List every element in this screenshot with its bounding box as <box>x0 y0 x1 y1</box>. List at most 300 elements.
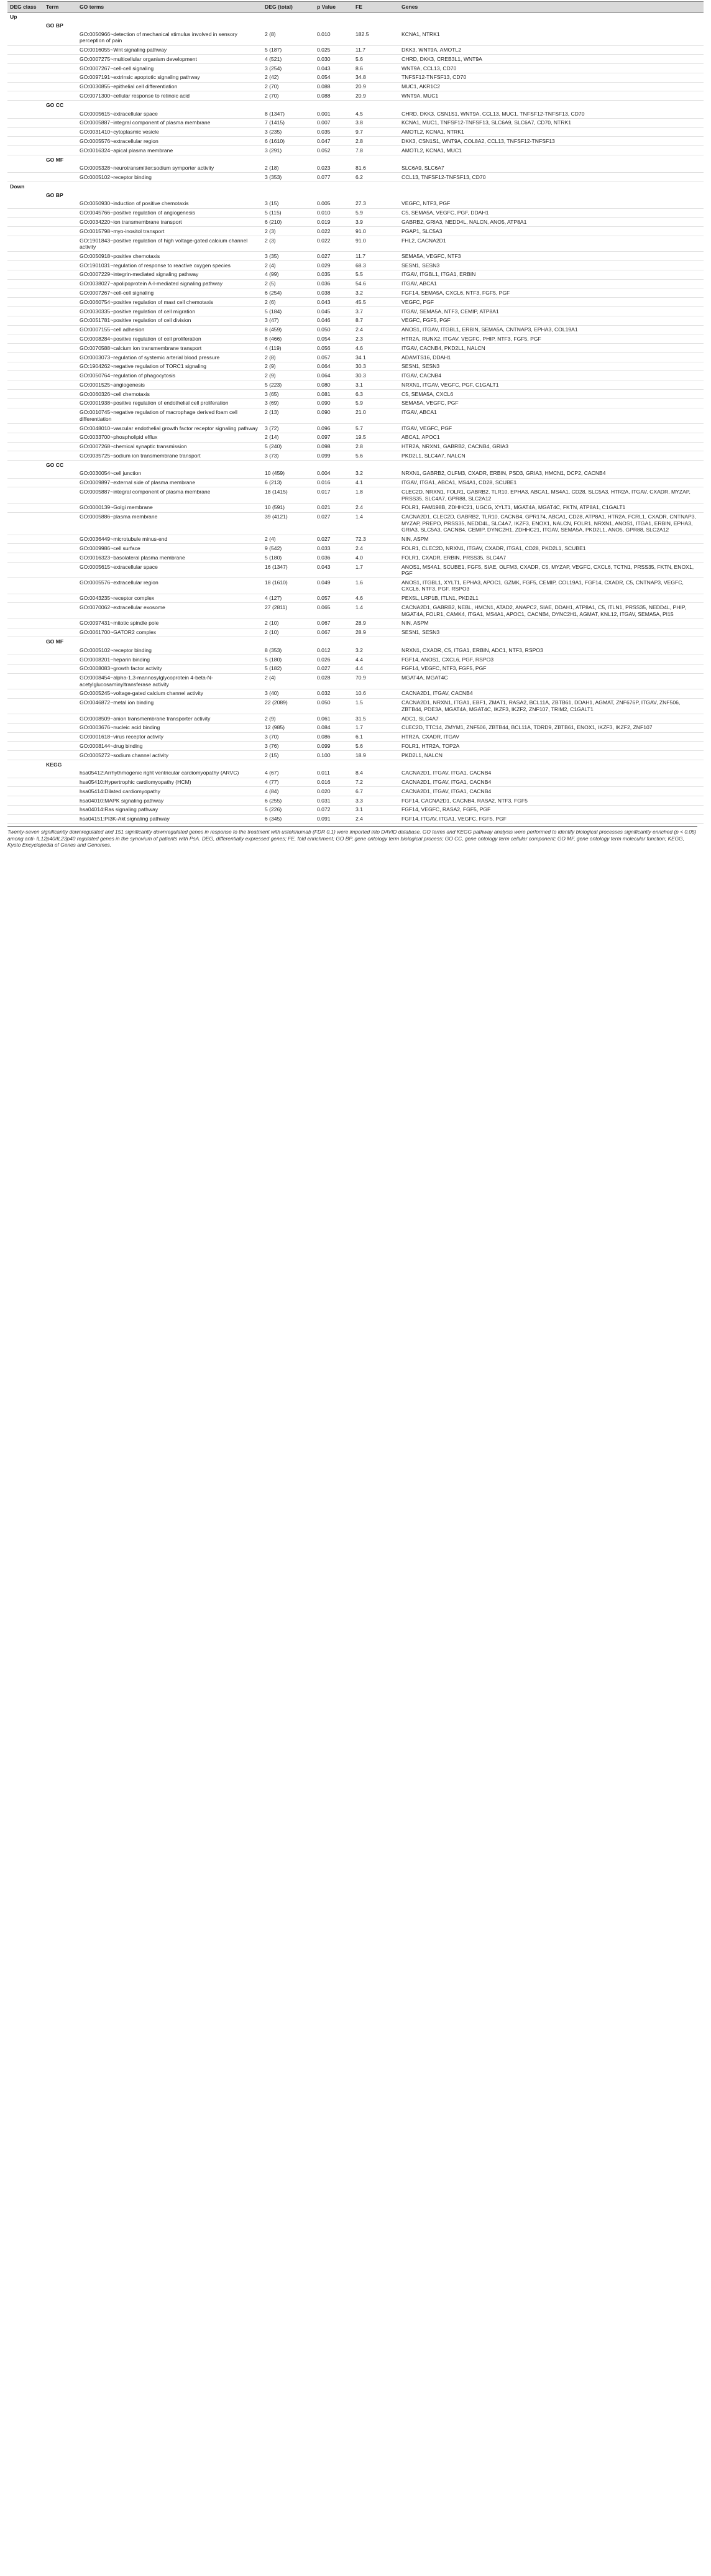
term-group-row <box>7 760 704 768</box>
p-value-cell: 0.023 <box>314 164 353 173</box>
p-value-cell: 0.043 <box>314 298 353 307</box>
deg-total-cell: 6 (255) <box>262 796 314 806</box>
genes-cell: ANOS1, ITGAV, ITGBL1, ERBIN, SEMA5A, CNTNAP3, EPHA3, COL19A1 <box>399 325 704 334</box>
deg-total-cell: 2 (4) <box>262 261 314 270</box>
header-deg-total: DEG (total) <box>262 2 314 13</box>
fe-cell: 3.2 <box>353 288 399 298</box>
header-genes: Genes <box>399 2 704 13</box>
fe-cell: 9.7 <box>353 127 399 137</box>
fe-cell: 30.3 <box>353 371 399 380</box>
p-value-cell: 0.067 <box>314 628 353 637</box>
table-row <box>7 689 704 698</box>
deg-total-cell: 2 (8) <box>262 30 314 45</box>
genes-cell: FGF14, SEMA5A, CXCL6, NTF3, FGF5, PGF <box>399 288 704 298</box>
genes-cell: SESN1, SESN3 <box>399 362 704 371</box>
table-row <box>7 45 704 55</box>
genes-cell: CACNA2D1, ITGAV, CACNB4 <box>399 689 704 698</box>
deg-total-cell: 2 (9) <box>262 371 314 380</box>
go-term-cell: GO:1904262~negative regulation of TORC1 signaling <box>77 362 262 371</box>
genes-cell: DKK3, WNT9A, AMOTL2 <box>399 45 704 55</box>
deg-total-cell: 18 (1415) <box>262 487 314 503</box>
go-term-cell: hsa05412:Arrhythmogenic right ventricular cardiomyopathy (ARVC) <box>77 769 262 778</box>
fe-cell: 2.4 <box>353 814 399 824</box>
fe-cell: 6.2 <box>353 173 399 182</box>
table-row <box>7 352 704 362</box>
deg-total-cell: 6 (210) <box>262 218 314 227</box>
table-row <box>7 252 704 261</box>
table-row <box>7 655 704 664</box>
term-group-label: GO MF <box>46 156 64 163</box>
table-row <box>7 200 704 208</box>
fe-cell: 2.3 <box>353 334 399 344</box>
genes-cell: SESN1, SESN3 <box>399 261 704 270</box>
deg-total-cell: 9 (542) <box>262 544 314 553</box>
deg-total-cell: 3 (72) <box>262 423 314 433</box>
deg-total-cell: 2 (3) <box>262 227 314 236</box>
genes-cell: GABRB2, GRIA3, NEDD4L, NALCN, ANO5, ATP8A1 <box>399 218 704 227</box>
p-value-cell: 0.100 <box>314 751 353 760</box>
genes-cell: CHRD, DKK3, CREB3L1, WNT9A <box>399 55 704 64</box>
go-term-cell: GO:0050930~induction of positive chemotaxis <box>77 200 262 208</box>
deg-total-cell: 5 (115) <box>262 208 314 218</box>
p-value-cell: 0.043 <box>314 64 353 73</box>
fe-cell: 45.5 <box>353 298 399 307</box>
table-footnote: Twenty-seven significantly downregulated and 151 significantly downregulated genes in response to the treatment with ustekinumab (FDR 0.1) were imported into DAVID database. GO terms and KEGG pathway analysis were performed to identify biological processes significantly enriched (p < 0.05) among anti- IL12p40/IL23p40 regulated genes in the synovium of patients with PsA. DEG, differentially expressed genes; FE, fold enrichment; GO BP, gene ontology term biological process; GO CC, gene ontology term cellular component; GO MF, gene ontology term molecular function; KEGG, Kyoto Encyclopedia of Genes and Genomes. <box>7 826 697 848</box>
p-value-cell: 0.090 <box>314 408 353 423</box>
go-term-cell: GO:0003073~regulation of systemic arterial blood pressure <box>77 352 262 362</box>
p-value-cell: 0.005 <box>314 200 353 208</box>
genes-cell: MGAT4A, MGAT4C <box>399 673 704 689</box>
go-term-cell: GO:0015798~myo-inositol transport <box>77 227 262 236</box>
p-value-cell: 0.033 <box>314 544 353 553</box>
fe-cell: 5.7 <box>353 423 399 433</box>
go-term-cell: hsa05414:Dilated cardiomyopathy <box>77 787 262 796</box>
p-value-cell: 0.054 <box>314 73 353 82</box>
table-row <box>7 742 704 751</box>
header-p-value: p Value <box>314 2 353 13</box>
genes-cell: SEMA5A, VEGFC, NTF3 <box>399 252 704 261</box>
genes-cell: FGF14, CACNA2D1, CACNB4, RASA2, NTF3, FGF5 <box>399 796 704 806</box>
genes-cell: AMOTL2, KCNA1, NTRK1 <box>399 127 704 137</box>
deg-total-cell: 2 (9) <box>262 362 314 371</box>
fe-cell: 5.9 <box>353 398 399 408</box>
go-term-cell: GO:0035725~sodium ion transmembrane transport <box>77 451 262 461</box>
p-value-cell: 0.029 <box>314 261 353 270</box>
fe-cell: 5.6 <box>353 55 399 64</box>
deg-total-cell: 12 (985) <box>262 723 314 732</box>
go-term-cell: GO:0008201~heparin binding <box>77 655 262 664</box>
genes-cell: SEMA5A, VEGFC, PGF <box>399 398 704 408</box>
genes-cell: ITGAV, ABCA1 <box>399 279 704 288</box>
go-term-cell: GO:0001525~angiogenesis <box>77 380 262 390</box>
p-value-cell: 0.036 <box>314 279 353 288</box>
p-value-cell: 0.010 <box>314 30 353 45</box>
deg-class-row <box>7 12 704 21</box>
p-value-cell: 0.050 <box>314 325 353 334</box>
genes-cell: C5, SEMA5A, VEGFC, PGF, DDAH1 <box>399 208 704 218</box>
genes-cell: CACNA2D1, ITGAV, ITGA1, CACNB4 <box>399 778 704 787</box>
genes-cell: VEGFC, FGF5, PGF <box>399 316 704 325</box>
go-term-cell: GO:0034220~ion transmembrane transport <box>77 218 262 227</box>
p-value-cell: 0.020 <box>314 787 353 796</box>
p-value-cell: 0.086 <box>314 732 353 742</box>
p-value-cell: 0.046 <box>314 316 353 325</box>
genes-cell: FHL2, CACNA2D1 <box>399 236 704 251</box>
genes-cell: FGF14, VEGFC, NTF3, FGF5, PGF <box>399 664 704 673</box>
p-value-cell: 0.096 <box>314 423 353 433</box>
genes-cell: NIN, ASPM <box>399 535 704 544</box>
deg-total-cell: 2 (4) <box>262 535 314 544</box>
deg-total-cell: 27 (2811) <box>262 603 314 619</box>
table-row <box>7 30 704 45</box>
deg-total-cell: 6 (213) <box>262 478 314 487</box>
fe-cell: 91.0 <box>353 227 399 236</box>
p-value-cell: 0.084 <box>314 723 353 732</box>
table-row <box>7 646 704 655</box>
deg-total-cell: 39 (4121) <box>262 512 314 535</box>
table-row <box>7 270 704 279</box>
term-group-label: GO BP <box>46 191 63 198</box>
p-value-cell: 0.057 <box>314 352 353 362</box>
term-group-row <box>7 191 704 200</box>
fe-cell: 1.7 <box>353 723 399 732</box>
fe-cell: 6.7 <box>353 787 399 796</box>
p-value-cell: 0.057 <box>314 594 353 603</box>
fe-cell: 1.6 <box>353 578 399 594</box>
p-value-cell: 0.019 <box>314 218 353 227</box>
table-row <box>7 73 704 82</box>
genes-cell: ANOS1, ITGBL1, XYLT1, EPHA3, APOC1, GZMK, FGF5, CEMIP, COL19A1, FGF14, CXADR, C5, CNTNAP3, VEGFC, CXCL6, NTF3, PGF, RSPO3 <box>399 578 704 594</box>
genes-cell: ITGAV, ITGA1, ABCA1, MS4A1, CD28, SCUBE1 <box>399 478 704 487</box>
table-row <box>7 218 704 227</box>
deg-total-cell: 5 (180) <box>262 553 314 563</box>
p-value-cell: 0.022 <box>314 227 353 236</box>
table-row <box>7 423 704 433</box>
p-value-cell: 0.028 <box>314 673 353 689</box>
term-group-label: GO BP <box>46 22 63 29</box>
table-row <box>7 478 704 487</box>
deg-total-cell: 3 (65) <box>262 390 314 399</box>
p-value-cell: 0.017 <box>314 487 353 503</box>
genes-cell: FGF14, VEGFC, RASA2, FGF5, PGF <box>399 805 704 814</box>
deg-total-cell: 10 (459) <box>262 469 314 478</box>
deg-total-cell: 3 (73) <box>262 451 314 461</box>
fe-cell: 2.4 <box>353 544 399 553</box>
go-term-cell: GO:0030335~positive regulation of cell migration <box>77 307 262 316</box>
p-value-cell: 0.099 <box>314 742 353 751</box>
document <box>7 0 704 849</box>
go-term-cell: GO:0051781~positive regulation of cell division <box>77 316 262 325</box>
genes-cell: ITGAV, ITGBL1, ITGA1, ERBIN <box>399 270 704 279</box>
p-value-cell: 0.081 <box>314 390 353 399</box>
genes-cell: NRXN1, ITGAV, VEGFC, PGF, C1GALT1 <box>399 380 704 390</box>
term-group-label: KEGG <box>46 761 62 768</box>
fe-cell: 6.1 <box>353 732 399 742</box>
fe-cell: 4.4 <box>353 655 399 664</box>
go-term-cell: GO:0007267~cell-cell signaling <box>77 64 262 73</box>
genes-cell: CACNA2D1, NRXN1, ITGA1, EBF1, ZMAT1, RASA2, BCL11A, ZBTB61, DDAH1, AGMAT, ZNF676P, ITGAV, ZNF506, ZBTB44, PDE3A, MGAT4A, MGAT4C, IKZF3, IKZF2, ZNF107, TRIM2, C1GALT1 <box>399 698 704 714</box>
term-group-row <box>7 155 704 163</box>
deg-total-cell: 2 (8) <box>262 352 314 362</box>
fe-cell: 34.1 <box>353 352 399 362</box>
go-term-cell: GO:0008144~drug binding <box>77 742 262 751</box>
go-term-cell: GO:0005886~plasma membrane <box>77 512 262 535</box>
genes-cell: CACNA2D1, CLEC2D, GABRB2, TLR10, CACNB4, GPR174, ABCA1, CD28, ATP8A1, HTR2A, FCRL1, CXADR, CNTNAP3, MYZAP, PREPO, PRSS35, NEDD4L, SLC4A7, IKZF3, ENOX1, NALCN, FOLR1, NRXN1, ANOS1, ITGA1, ERBIN, EPHA3, GRIA3, SLC5A3, CACNB4, CEMIP, DYNC2H1, ZDHHC21, ITGAV, SEMA5A, PKD2L1, ANO5, GPR88, SLC2A12 <box>399 512 704 535</box>
go-term-cell: GO:0008509~anion transmembrane transporter activity <box>77 714 262 724</box>
p-value-cell: 0.030 <box>314 55 353 64</box>
fe-cell: 1.7 <box>353 562 399 577</box>
genes-cell: MUC1, AKR1C2 <box>399 82 704 91</box>
go-term-cell: GO:0005576~extracellular region <box>77 137 262 146</box>
go-term-cell: GO:0060326~cell chemotaxis <box>77 390 262 399</box>
deg-class-row <box>7 182 704 191</box>
genes-cell: FOLR1, CLEC2D, NRXN1, ITGAV, CXADR, ITGA1, CD28, PKD2L1, SCUBE1 <box>399 544 704 553</box>
table-row <box>7 91 704 101</box>
p-value-cell: 0.054 <box>314 334 353 344</box>
deg-total-cell: 3 (76) <box>262 742 314 751</box>
go-term-cell: GO:0005576~extracellular region <box>77 578 262 594</box>
table-row <box>7 227 704 236</box>
fe-cell: 6.3 <box>353 390 399 399</box>
table-row <box>7 127 704 137</box>
deg-total-cell: 2 (9) <box>262 714 314 724</box>
genes-cell: WNT9A, MUC1 <box>399 91 704 101</box>
go-term-cell: GO:0003676~nucleic acid binding <box>77 723 262 732</box>
genes-cell: FOLR1, HTR2A, TOP2A <box>399 742 704 751</box>
p-value-cell: 0.027 <box>314 252 353 261</box>
go-term-cell: GO:0033700~phospholipid efflux <box>77 433 262 442</box>
fe-cell: 18.9 <box>353 751 399 760</box>
p-value-cell: 0.010 <box>314 208 353 218</box>
fe-cell: 11.7 <box>353 252 399 261</box>
fe-cell: 8.4 <box>353 769 399 778</box>
p-value-cell: 0.091 <box>314 814 353 824</box>
table-row <box>7 503 704 512</box>
go-term-cell: GO:0008284~positive regulation of cell proliferation <box>77 334 262 344</box>
deg-total-cell: 6 (254) <box>262 288 314 298</box>
p-value-cell: 0.036 <box>314 553 353 563</box>
table-row <box>7 288 704 298</box>
genes-cell: SESN1, SESN3 <box>399 628 704 637</box>
fe-cell: 19.5 <box>353 433 399 442</box>
go-term-cell: GO:0008083~growth factor activity <box>77 664 262 673</box>
go-term-cell: GO:0050966~detection of mechanical stimulus involved in sensory perception of pain <box>77 30 262 45</box>
fe-cell: 21.0 <box>353 408 399 423</box>
genes-cell: ABCA1, APOC1 <box>399 433 704 442</box>
go-term-cell: GO:0016055~Wnt signaling pathway <box>77 45 262 55</box>
p-value-cell: 0.061 <box>314 714 353 724</box>
genes-cell: ITGAV, CACNB4, PKD2L1, NALCN <box>399 344 704 353</box>
deg-total-cell: 5 (187) <box>262 45 314 55</box>
genes-cell: FGF14, ITGAV, ITGA1, VEGFC, FGF5, PGF <box>399 814 704 824</box>
go-term-cell: GO:0001618~virus receptor activity <box>77 732 262 742</box>
table-header-row <box>7 2 704 13</box>
fe-cell: 182.5 <box>353 30 399 45</box>
table-row <box>7 261 704 270</box>
fe-cell: 2.8 <box>353 137 399 146</box>
fe-cell: 31.5 <box>353 714 399 724</box>
table-row <box>7 805 704 814</box>
go-term-cell: GO:0000139~Golgi membrane <box>77 503 262 512</box>
deg-class-label: Down <box>10 183 25 190</box>
table-row <box>7 535 704 544</box>
table-row <box>7 698 704 714</box>
table-row <box>7 562 704 577</box>
fe-cell: 2.8 <box>353 442 399 451</box>
go-term-cell: GO:0016324~apical plasma membrane <box>77 146 262 155</box>
fe-cell: 4.4 <box>353 664 399 673</box>
p-value-cell: 0.077 <box>314 173 353 182</box>
fe-cell: 5.6 <box>353 742 399 751</box>
deg-total-cell: 3 (47) <box>262 316 314 325</box>
p-value-cell: 0.022 <box>314 236 353 251</box>
term-group-row <box>7 637 704 646</box>
p-value-cell: 0.088 <box>314 91 353 101</box>
deg-total-cell: 4 (99) <box>262 270 314 279</box>
go-term-cell: GO:0007267~cell-cell signaling <box>77 288 262 298</box>
table-row <box>7 344 704 353</box>
term-group-row <box>7 101 704 109</box>
header-deg-class: DEG class <box>7 2 44 13</box>
go-term-cell: GO:0005245~voltage-gated calcium channel activity <box>77 689 262 698</box>
table-row <box>7 64 704 73</box>
p-value-cell: 0.067 <box>314 619 353 628</box>
p-value-cell: 0.072 <box>314 805 353 814</box>
table-row <box>7 362 704 371</box>
fe-cell: 3.1 <box>353 380 399 390</box>
deg-total-cell: 4 (84) <box>262 787 314 796</box>
deg-total-cell: 2 (6) <box>262 298 314 307</box>
fe-cell: 7.2 <box>353 778 399 787</box>
genes-cell: NRXN1, GABRB2, OLFM3, CXADR, ERBIN, PSD3, GRIA3, HMCN1, DCP2, CACNB4 <box>399 469 704 478</box>
table-row <box>7 146 704 155</box>
p-value-cell: 0.097 <box>314 433 353 442</box>
go-term-cell: GO:0097431~mitotic spindle pole <box>77 619 262 628</box>
fe-cell: 3.2 <box>353 469 399 478</box>
fe-cell: 1.8 <box>353 487 399 503</box>
p-value-cell: 0.027 <box>314 535 353 544</box>
deg-total-cell: 16 (1347) <box>262 562 314 577</box>
go-term-cell: GO:0060754~positive regulation of mast cell chemotaxis <box>77 298 262 307</box>
genes-cell: CLEC2D, TTC14, ZMYM1, ZNF506, ZBTB44, BCL11A, TDRD9, ZBTB61, ENOX1, IKZF3, IKZF2, ZNF107 <box>399 723 704 732</box>
deg-total-cell: 2 (5) <box>262 279 314 288</box>
p-value-cell: 0.099 <box>314 451 353 461</box>
genes-cell: HTR2A, NRXN1, GABRB2, CACNB4, GRIA3 <box>399 442 704 451</box>
fe-cell: 4.1 <box>353 478 399 487</box>
genes-cell: VEGFC, NTF3, PGF <box>399 200 704 208</box>
p-value-cell: 0.090 <box>314 398 353 408</box>
table-row <box>7 544 704 553</box>
go-term-cell: GO:0007155~cell adhesion <box>77 325 262 334</box>
table-row <box>7 279 704 288</box>
genes-cell: C5, SEMA5A, CXCL6 <box>399 390 704 399</box>
genes-cell: KCNA1, NTRK1 <box>399 30 704 45</box>
go-term-cell: GO:0008454~alpha-1,3-mannosylglycoprotein 4-beta-N-acetylglucosaminyltransferase activity <box>77 673 262 689</box>
p-value-cell: 0.025 <box>314 45 353 55</box>
fe-cell: 28.9 <box>353 619 399 628</box>
genes-cell: FOLR1, CXADR, ERBIN, PRSS35, SLC4A7 <box>399 553 704 563</box>
table-row <box>7 553 704 563</box>
p-value-cell: 0.016 <box>314 478 353 487</box>
go-term-cell: GO:0010745~negative regulation of macrophage derived foam cell differentiation <box>77 408 262 423</box>
go-term-cell: GO:0048010~vascular endothelial growth factor receptor signaling pathway <box>77 423 262 433</box>
genes-cell: CCL13, TNFSF12-TNFSF13, CD70 <box>399 173 704 182</box>
fe-cell: 3.2 <box>353 646 399 655</box>
go-term-cell: GO:0016323~basolateral plasma membrane <box>77 553 262 563</box>
genes-cell: PEX5L, LRP1B, ITLN1, PKD2L1 <box>399 594 704 603</box>
genes-cell: KCNA1, MUC1, TNFSF12-TNFSF13, SLC6A9, SLC6A7, CD70, NTRK1 <box>399 118 704 127</box>
genes-cell: CHRD, DKK3, CSN1S1, WNT9A, CCL13, MUC1, TNFSF12-TNFSF13, CD70 <box>399 109 704 118</box>
table-row <box>7 723 704 732</box>
deg-total-cell: 5 (182) <box>262 664 314 673</box>
fe-cell: 72.3 <box>353 535 399 544</box>
fe-cell: 4.6 <box>353 344 399 353</box>
table-row <box>7 82 704 91</box>
fe-cell: 8.7 <box>353 316 399 325</box>
fe-cell: 27.3 <box>353 200 399 208</box>
deg-class-label: Up <box>10 14 17 21</box>
fe-cell: 5.9 <box>353 208 399 218</box>
p-value-cell: 0.064 <box>314 371 353 380</box>
genes-cell: ITGAV, VEGFC, PGF <box>399 423 704 433</box>
p-value-cell: 0.027 <box>314 512 353 535</box>
go-term-cell: GO:0061700~GATOR2 complex <box>77 628 262 637</box>
deg-total-cell: 6 (345) <box>262 814 314 824</box>
go-term-cell: GO:0005102~receptor binding <box>77 646 262 655</box>
deg-total-cell: 5 (240) <box>262 442 314 451</box>
p-value-cell: 0.032 <box>314 689 353 698</box>
fe-cell: 3.3 <box>353 796 399 806</box>
table-row <box>7 55 704 64</box>
deg-total-cell: 4 (77) <box>262 778 314 787</box>
genes-cell: FOLR1, FAM198B, ZDHHC21, UGCG, XYLT1, MGAT4A, MGAT4C, FKTN, ATP8A1, C1GALT1 <box>399 503 704 512</box>
fe-cell: 4.0 <box>353 553 399 563</box>
table-row <box>7 751 704 760</box>
fe-cell: 3.7 <box>353 307 399 316</box>
table-row <box>7 594 704 603</box>
fe-cell: 28.9 <box>353 628 399 637</box>
genes-cell: ITGAV, CACNB4 <box>399 371 704 380</box>
go-term-cell: GO:0038027~apolipoprotein A-I-mediated signaling pathway <box>77 279 262 288</box>
table-row <box>7 512 704 535</box>
p-value-cell: 0.047 <box>314 137 353 146</box>
table-row <box>7 732 704 742</box>
term-group-row <box>7 461 704 469</box>
deg-total-cell: 18 (1610) <box>262 578 314 594</box>
go-term-cell: GO:0005102~receptor binding <box>77 173 262 182</box>
term-group-label: GO MF <box>46 638 64 645</box>
table-row <box>7 451 704 461</box>
fe-cell: 2.4 <box>353 325 399 334</box>
deg-total-cell: 3 (15) <box>262 200 314 208</box>
table-row <box>7 628 704 637</box>
fe-cell: 30.3 <box>353 362 399 371</box>
p-value-cell: 0.035 <box>314 270 353 279</box>
fe-cell: 81.6 <box>353 164 399 173</box>
header-term: Term <box>44 2 77 13</box>
deg-total-cell: 5 (226) <box>262 805 314 814</box>
genes-cell: SLC6A9, SLC6A7 <box>399 164 704 173</box>
table-row <box>7 380 704 390</box>
go-term-cell: GO:1901031~regulation of response to reactive oxygen species <box>77 261 262 270</box>
table-row <box>7 814 704 824</box>
deg-total-cell: 2 (42) <box>262 73 314 82</box>
deg-total-cell: 2 (3) <box>262 236 314 251</box>
table-row <box>7 325 704 334</box>
fe-cell: 70.9 <box>353 673 399 689</box>
genes-cell: HTR2A, RUNX2, ITGAV, VEGFC, PHIP, NTF3, FGF5, PGF <box>399 334 704 344</box>
header-go-terms: GO terms <box>77 2 262 13</box>
